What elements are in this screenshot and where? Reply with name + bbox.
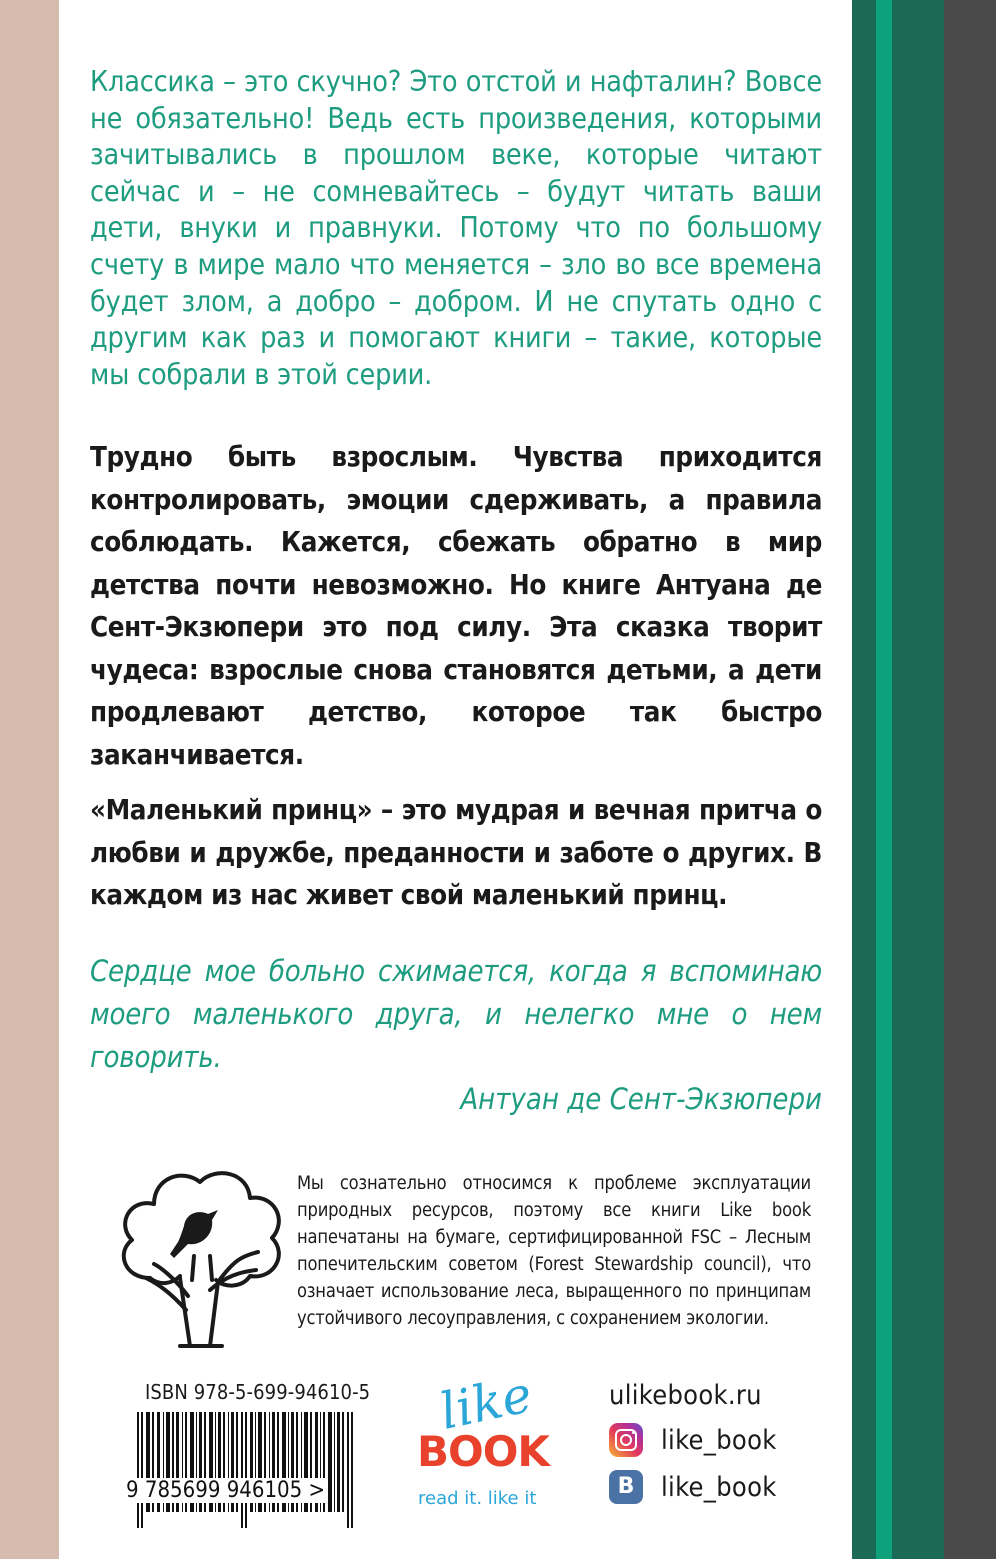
intro-paragraph: Классика – это скучно? Это отстой и нафталин? Вовсе не обязательно! Ведь есть произведения, которыми зачитывались в прошлом веке, которые читают сейчас и – не сомневайтесь – будут читать ваши дети, внуки и правнуки. Потому что по большому счету в мире мало что меняется – зло во все времена будет злом, а добро – добром. И не спутать одно с другим как раз и помогают книги – такие, которые мы собрали в этой серии. [90, 65, 822, 391]
instagram-icon [609, 1423, 643, 1457]
eco-statement: Мы сознательно относимся к проблеме эксплуатации природных ресурсов, поэтому все книги Like book напечатаны на бумаге, сертифицированной FSC – Лесным попечительским советом (Forest Stewardship council), что означает использование леса, выращенного по принципам устойчивого лесоуправления, с сохранением экологии. [297, 1173, 811, 1329]
spine-strip-gray [944, 0, 996, 1559]
description-block [90, 436, 822, 930]
vk-icon: B [609, 1470, 643, 1504]
vk-handle: like_book [661, 1471, 777, 1503]
description-paragraph-2: «Маленький принц» – это мудрая и вечная притча о любви и дружбе, преданности и заботе о других. В каждом из нас живет свой маленький принц. [90, 794, 822, 911]
barcode-digits [125, 1478, 385, 1503]
logo-tagline: read it. like it [418, 1488, 537, 1509]
instagram-row[interactable] [609, 1423, 777, 1457]
barcode [137, 1412, 359, 1528]
spine-strip-teal [892, 0, 944, 1559]
spine-strip-bright-teal [876, 0, 892, 1559]
description-paragraph-1: Трудно быть взрослым. Чувства приходится контролировать, эмоции сдерживать, а правила соблюдать. Кажется, сбежать обратно в мир детства почти невозможно. Но книге Антуана де Сент-Экзюпери это под силу. Эта сказка творит чудеса: взрослые снова становятся детьми, а дети продлевают детство, которое так быстро заканчивается. [90, 441, 822, 771]
instagram-handle: like_book [661, 1424, 777, 1456]
quote-author: Антуан де Сент-Экзюпери [460, 1082, 822, 1116]
spine-strip-dark-teal [852, 0, 876, 1559]
barcode-digits-text: 9 785699 946105 > [126, 1478, 326, 1503]
tree-with-bird-icon [110, 1160, 290, 1350]
website-link[interactable]: ulikebook.ru [609, 1380, 762, 1411]
left-color-strip [0, 0, 59, 1559]
vk-row[interactable] [609, 1470, 777, 1504]
logo-like-text: like [434, 1365, 537, 1441]
isbn-label: ISBN 978-5-699-94610-5 [145, 1380, 371, 1404]
logo-book-text: BOOK [417, 1427, 549, 1476]
quote-text: Сердце мое больно сжимается, когда я вспоминаю моего маленького друга, и нелегко мне о нем говорить. [90, 954, 822, 1074]
